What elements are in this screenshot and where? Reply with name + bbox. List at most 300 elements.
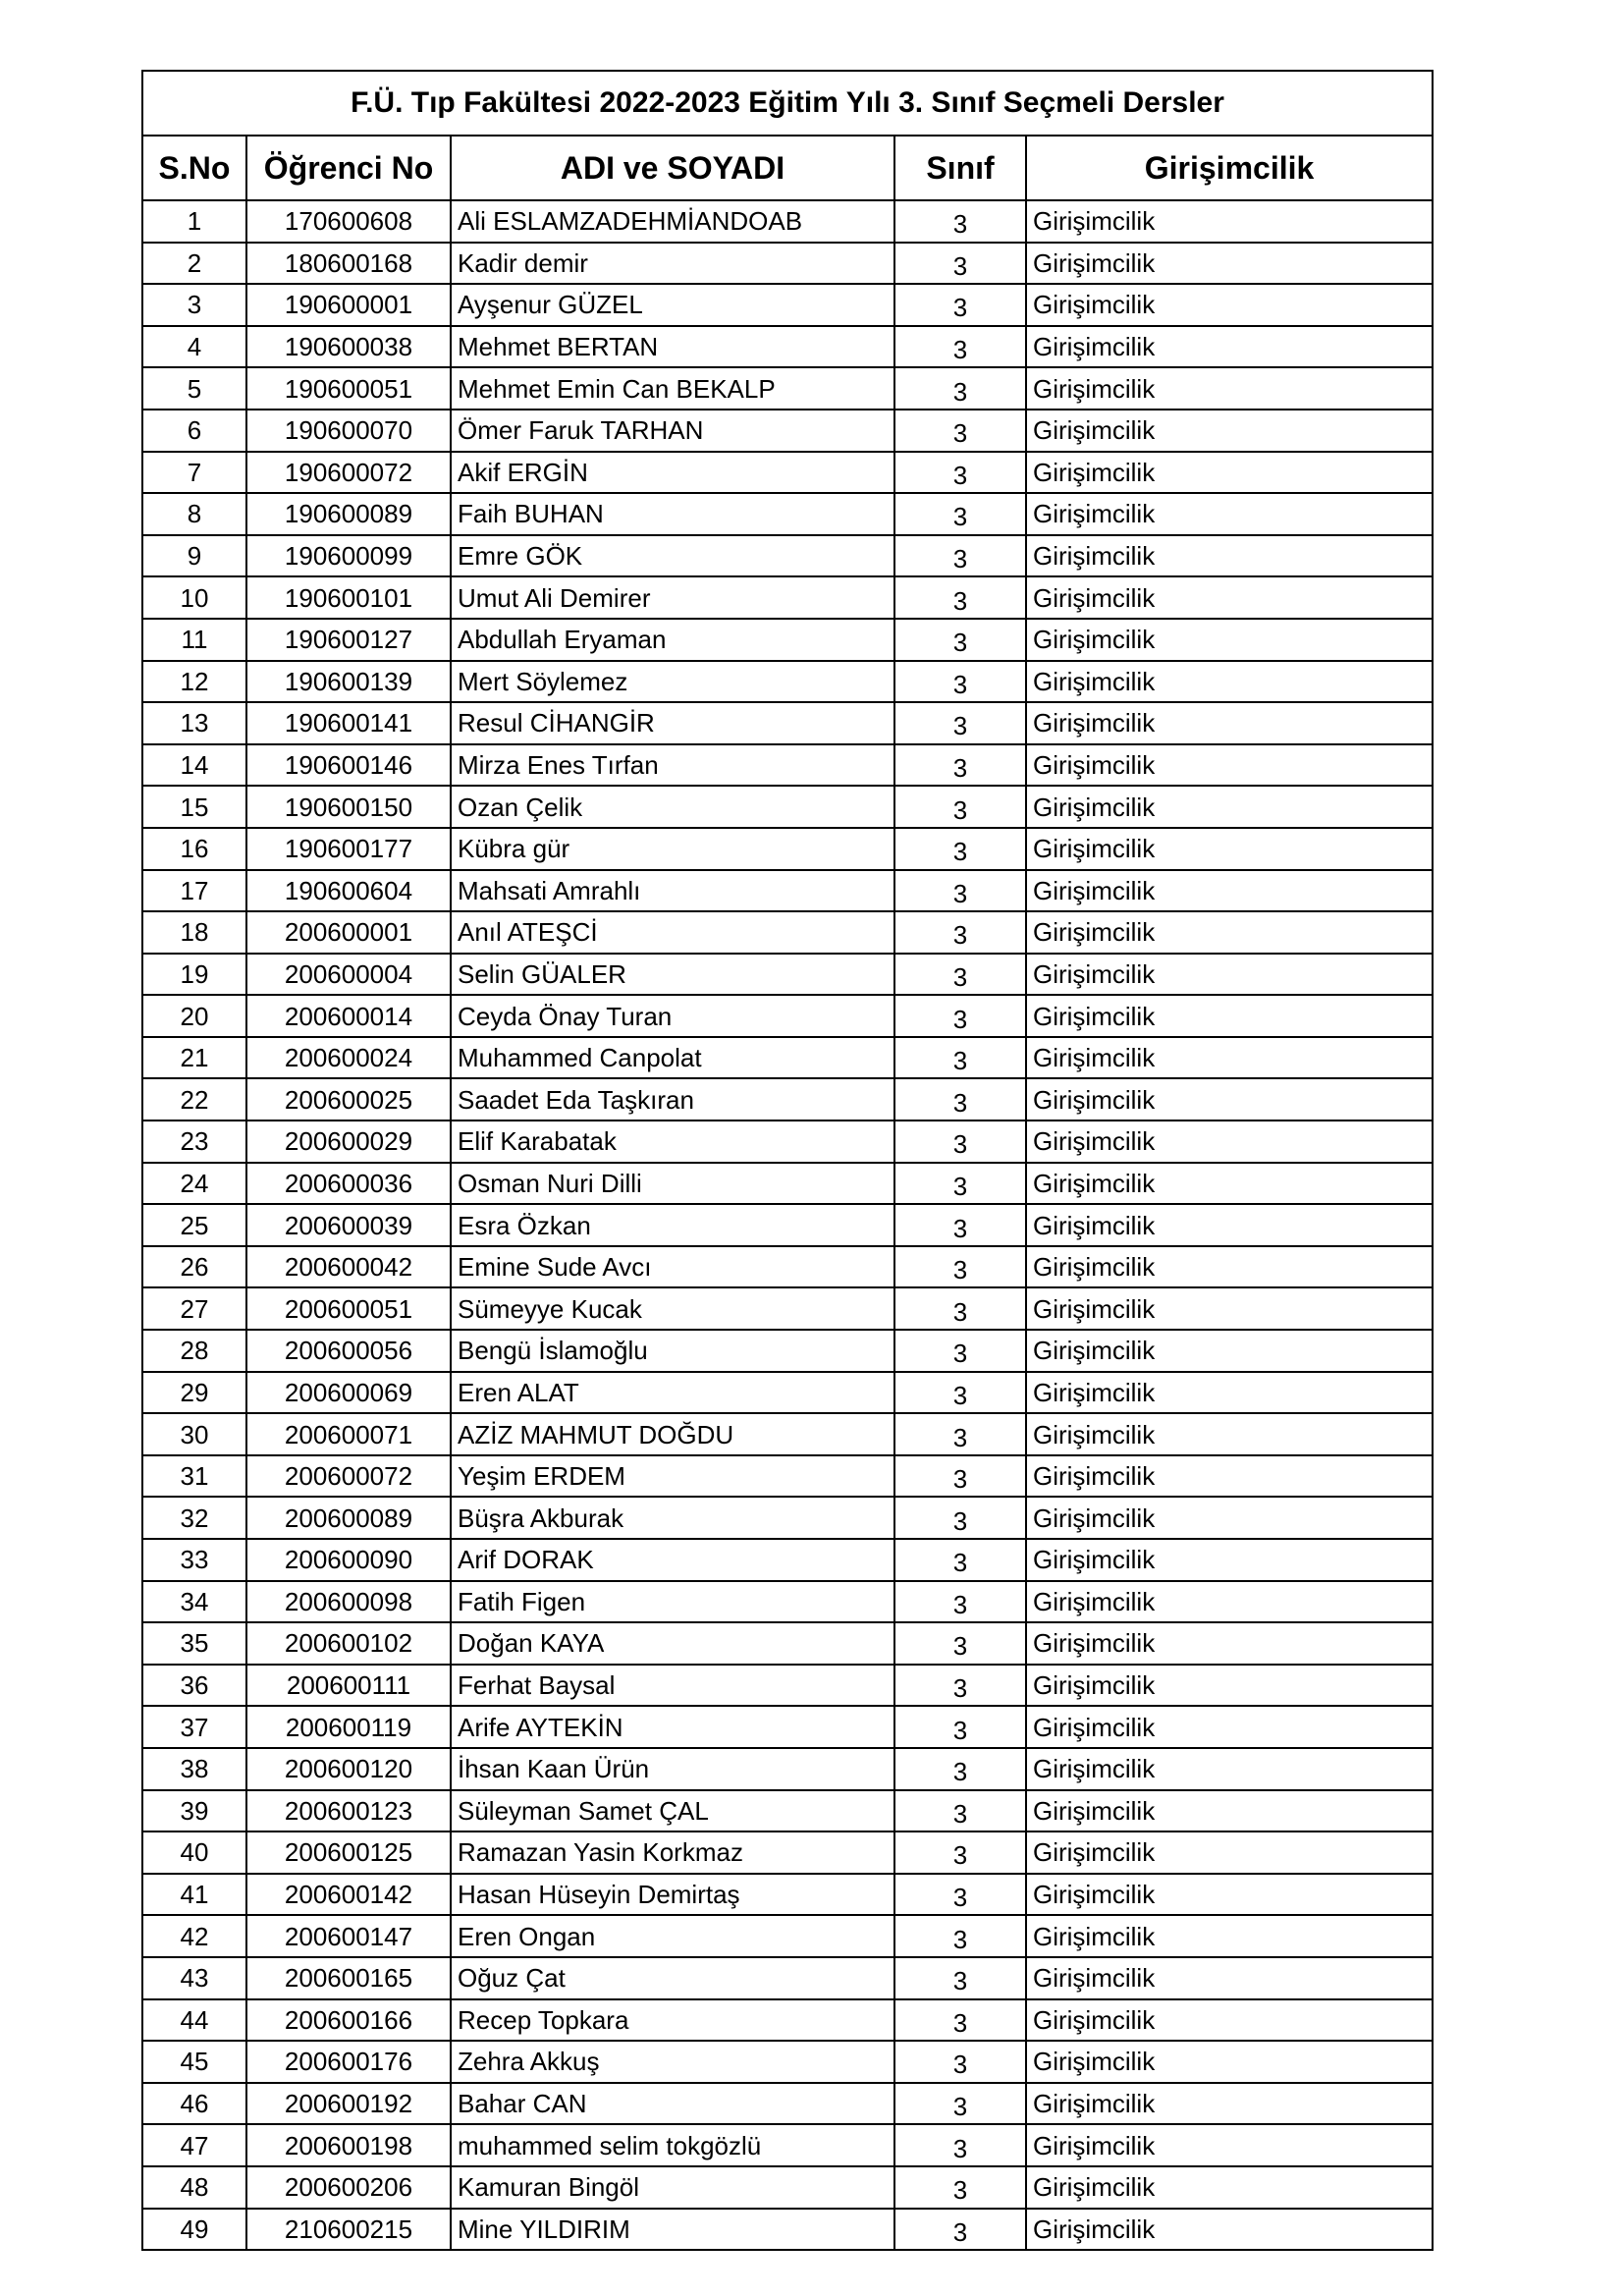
student-number: 200600120: [246, 1748, 451, 1790]
row-number: 4: [142, 326, 246, 368]
table-row: [142, 1330, 1433, 1372]
class-value: 3: [894, 1665, 1026, 1707]
student-name: Mehmet Emin Can BEKALP: [451, 367, 894, 410]
class-value: 3: [894, 326, 1026, 368]
table-row: [142, 535, 1433, 577]
row-number: 30: [142, 1413, 246, 1455]
row-number: 48: [142, 2166, 246, 2209]
course-name: Girişimcilik: [1026, 2209, 1433, 2251]
class-value: 3: [894, 702, 1026, 744]
student-name: Fatih Figen: [451, 1581, 894, 1623]
table-row: [142, 911, 1433, 954]
student-number: 200600165: [246, 1957, 451, 1999]
student-number: 200600014: [246, 995, 451, 1037]
class-value: 3: [894, 1957, 1026, 1999]
row-number: 47: [142, 2124, 246, 2166]
student-number: 200600056: [246, 1330, 451, 1372]
student-number: 180600168: [246, 243, 451, 285]
class-value: 3: [894, 744, 1026, 787]
table-row: [142, 995, 1433, 1037]
course-name: Girişimcilik: [1026, 1957, 1433, 1999]
row-number: 20: [142, 995, 246, 1037]
course-name: Girişimcilik: [1026, 911, 1433, 954]
course-name: Girişimcilik: [1026, 1455, 1433, 1498]
course-name: Girişimcilik: [1026, 2166, 1433, 2209]
course-name: Girişimcilik: [1026, 1622, 1433, 1665]
class-value: 3: [894, 1204, 1026, 1246]
class-value: 3: [894, 1999, 1026, 2042]
student-name: Ramazan Yasin Korkmaz: [451, 1831, 894, 1874]
course-name: Girişimcilik: [1026, 1748, 1433, 1790]
table-row: [142, 1539, 1433, 1581]
row-number: 32: [142, 1497, 246, 1539]
student-name: Recep Topkara: [451, 1999, 894, 2042]
student-name: Akif ERGİN: [451, 452, 894, 494]
student-number: 200600029: [246, 1121, 451, 1163]
student-number: 190600099: [246, 535, 451, 577]
student-number: 200600142: [246, 1874, 451, 1916]
table-row: [142, 2166, 1433, 2209]
course-name: Girişimcilik: [1026, 493, 1433, 535]
table-row: [142, 619, 1433, 661]
table-row: [142, 1372, 1433, 1414]
student-name: Selin GÜALER: [451, 954, 894, 996]
table-row: [142, 1831, 1433, 1874]
student-number: 200600123: [246, 1790, 451, 1832]
class-value: 3: [894, 576, 1026, 619]
table-row: [142, 1121, 1433, 1163]
table-row: [142, 452, 1433, 494]
student-name: Faih BUHAN: [451, 493, 894, 535]
student-number: 200600089: [246, 1497, 451, 1539]
course-name: Girişimcilik: [1026, 744, 1433, 787]
class-value: 3: [894, 452, 1026, 494]
class-value: 3: [894, 284, 1026, 326]
table-row: [142, 870, 1433, 912]
row-number: 3: [142, 284, 246, 326]
course-name: Girişimcilik: [1026, 1790, 1433, 1832]
table-row: [142, 1246, 1433, 1288]
row-number: 17: [142, 870, 246, 912]
student-number: 190600141: [246, 702, 451, 744]
student-name: Saadet Eda Taşkıran: [451, 1078, 894, 1121]
student-number: 200600198: [246, 2124, 451, 2166]
student-number: 200600025: [246, 1078, 451, 1121]
student-number: 200600042: [246, 1246, 451, 1288]
student-name: Muhammed Canpolat: [451, 1037, 894, 1079]
class-value: 3: [894, 619, 1026, 661]
class-value: 3: [894, 828, 1026, 870]
course-name: Girişimcilik: [1026, 1831, 1433, 1874]
row-number: 45: [142, 2041, 246, 2083]
class-value: 3: [894, 2124, 1026, 2166]
row-number: 25: [142, 1204, 246, 1246]
row-number: 38: [142, 1748, 246, 1790]
student-name: Hasan Hüseyin Demirtaş: [451, 1874, 894, 1916]
student-name: Anıl ATEŞCİ: [451, 911, 894, 954]
table-body: [142, 200, 1433, 2250]
row-number: 28: [142, 1330, 246, 1372]
course-name: Girişimcilik: [1026, 410, 1433, 452]
row-number: 49: [142, 2209, 246, 2251]
course-name: Girişimcilik: [1026, 1539, 1433, 1581]
student-name: Oğuz Çat: [451, 1957, 894, 1999]
student-name: Arife AYTEKİN: [451, 1706, 894, 1748]
class-value: 3: [894, 1706, 1026, 1748]
student-number: 190600072: [246, 452, 451, 494]
student-number: 190600177: [246, 828, 451, 870]
class-value: 3: [894, 870, 1026, 912]
course-name: Girişimcilik: [1026, 1497, 1433, 1539]
student-number: 200600125: [246, 1831, 451, 1874]
student-name: Osman Nuri Dilli: [451, 1163, 894, 1205]
row-number: 41: [142, 1874, 246, 1916]
row-number: 26: [142, 1246, 246, 1288]
course-name: Girişimcilik: [1026, 1330, 1433, 1372]
row-number: 9: [142, 535, 246, 577]
student-number: 200600004: [246, 954, 451, 996]
course-name: Girişimcilik: [1026, 2124, 1433, 2166]
course-name: Girişimcilik: [1026, 702, 1433, 744]
student-name: Ayşenur GÜZEL: [451, 284, 894, 326]
course-name: Girişimcilik: [1026, 661, 1433, 703]
student-name: Arif DORAK: [451, 1539, 894, 1581]
class-value: 3: [894, 954, 1026, 996]
course-name: Girişimcilik: [1026, 200, 1433, 243]
table-row: [142, 1287, 1433, 1330]
class-value: 3: [894, 1121, 1026, 1163]
class-value: 3: [894, 1915, 1026, 1957]
class-value: 3: [894, 1330, 1026, 1372]
class-value: 3: [894, 1078, 1026, 1121]
student-name: Resul CİHANGİR: [451, 702, 894, 744]
course-name: Girişimcilik: [1026, 1037, 1433, 1079]
row-number: 23: [142, 1121, 246, 1163]
row-number: 7: [142, 452, 246, 494]
row-number: 15: [142, 786, 246, 828]
row-number: 18: [142, 911, 246, 954]
header-sno: S.No: [142, 136, 246, 200]
row-number: 36: [142, 1665, 246, 1707]
student-number: 200600098: [246, 1581, 451, 1623]
class-value: 3: [894, 1831, 1026, 1874]
course-name: Girişimcilik: [1026, 1078, 1433, 1121]
class-value: 3: [894, 1037, 1026, 1079]
course-name: Girişimcilik: [1026, 828, 1433, 870]
table-row: [142, 410, 1433, 452]
row-number: 44: [142, 1999, 246, 2042]
row-number: 19: [142, 954, 246, 996]
student-number: 200600024: [246, 1037, 451, 1079]
student-number: 200600147: [246, 1915, 451, 1957]
row-number: 29: [142, 1372, 246, 1414]
student-number: 200600119: [246, 1706, 451, 1748]
student-name: Ömer Faruk TARHAN: [451, 410, 894, 452]
table-row: [142, 576, 1433, 619]
student-name: Umut Ali Demirer: [451, 576, 894, 619]
table-row: [142, 1874, 1433, 1916]
table-row: [142, 200, 1433, 243]
student-name: Mert Söylemez: [451, 661, 894, 703]
class-value: 3: [894, 243, 1026, 285]
row-number: 14: [142, 744, 246, 787]
class-value: 3: [894, 493, 1026, 535]
class-value: 3: [894, 786, 1026, 828]
table-row: [142, 744, 1433, 787]
class-value: 3: [894, 2041, 1026, 2083]
student-name: Büşra Akburak: [451, 1497, 894, 1539]
table-row: [142, 1957, 1433, 1999]
row-number: 34: [142, 1581, 246, 1623]
class-value: 3: [894, 2209, 1026, 2251]
student-number: 200600090: [246, 1539, 451, 1581]
course-name: Girişimcilik: [1026, 1413, 1433, 1455]
student-number: 200600166: [246, 1999, 451, 2042]
class-value: 3: [894, 1246, 1026, 1288]
student-number: 190600051: [246, 367, 451, 410]
student-number: 190600089: [246, 493, 451, 535]
student-number: 200600072: [246, 1455, 451, 1498]
course-name: Girişimcilik: [1026, 452, 1433, 494]
class-value: 3: [894, 1372, 1026, 1414]
table-row: [142, 702, 1433, 744]
row-number: 13: [142, 702, 246, 744]
student-name: Eren ALAT: [451, 1372, 894, 1414]
course-name: Girişimcilik: [1026, 1246, 1433, 1288]
table-row: [142, 493, 1433, 535]
class-value: 3: [894, 1413, 1026, 1455]
course-name: Girişimcilik: [1026, 1999, 1433, 2042]
student-number: 200600039: [246, 1204, 451, 1246]
student-name: Emre GÖK: [451, 535, 894, 577]
student-number: 200600102: [246, 1622, 451, 1665]
row-number: 33: [142, 1539, 246, 1581]
table-row: [142, 954, 1433, 996]
class-value: 3: [894, 410, 1026, 452]
class-value: 3: [894, 1497, 1026, 1539]
row-number: 43: [142, 1957, 246, 1999]
row-number: 1: [142, 200, 246, 243]
table-row: [142, 1790, 1433, 1832]
header-student-no: Öğrenci No: [246, 136, 451, 200]
student-name: Ali ESLAMZADEHMİANDOAB: [451, 200, 894, 243]
student-number: 190600150: [246, 786, 451, 828]
table-row: [142, 661, 1433, 703]
student-number: 200600001: [246, 911, 451, 954]
table-row: [142, 1748, 1433, 1790]
student-name: Emine Sude Avcı: [451, 1246, 894, 1288]
row-number: 31: [142, 1455, 246, 1498]
row-number: 10: [142, 576, 246, 619]
table-row: [142, 1706, 1433, 1748]
student-number: 190600604: [246, 870, 451, 912]
class-value: 3: [894, 1581, 1026, 1623]
student-number: 200600206: [246, 2166, 451, 2209]
class-value: 3: [894, 911, 1026, 954]
student-name: AZİZ MAHMUT DOĞDU: [451, 1413, 894, 1455]
student-name: Zehra Akkuş: [451, 2041, 894, 2083]
course-name: Girişimcilik: [1026, 284, 1433, 326]
student-number: 200600176: [246, 2041, 451, 2083]
student-name: Kadir demir: [451, 243, 894, 285]
table-row: [142, 284, 1433, 326]
student-number: 190600101: [246, 576, 451, 619]
student-number: 200600036: [246, 1163, 451, 1205]
course-name: Girişimcilik: [1026, 1665, 1433, 1707]
student-name: Sümeyye Kucak: [451, 1287, 894, 1330]
header-row: [142, 136, 1433, 200]
row-number: 24: [142, 1163, 246, 1205]
row-number: 12: [142, 661, 246, 703]
student-name: Süleyman Samet ÇAL: [451, 1790, 894, 1832]
class-value: 3: [894, 1622, 1026, 1665]
header-course: Girişimcilik: [1026, 136, 1433, 200]
class-value: 3: [894, 661, 1026, 703]
class-value: 3: [894, 2083, 1026, 2125]
course-name: Girişimcilik: [1026, 1372, 1433, 1414]
student-name: Ferhat Baysal: [451, 1665, 894, 1707]
student-name: Mirza Enes Tırfan: [451, 744, 894, 787]
row-number: 16: [142, 828, 246, 870]
course-name: Girişimcilik: [1026, 1163, 1433, 1205]
student-name: İhsan Kaan Ürün: [451, 1748, 894, 1790]
table-row: [142, 2209, 1433, 2251]
student-name: Kübra gür: [451, 828, 894, 870]
course-name: Girişimcilik: [1026, 1581, 1433, 1623]
row-number: 6: [142, 410, 246, 452]
row-number: 5: [142, 367, 246, 410]
table-row: [142, 1665, 1433, 1707]
student-list-table: [141, 70, 1434, 2251]
course-name: Girişimcilik: [1026, 786, 1433, 828]
student-name: Ozan Çelik: [451, 786, 894, 828]
class-value: 3: [894, 535, 1026, 577]
course-name: Girişimcilik: [1026, 954, 1433, 996]
course-name: Girişimcilik: [1026, 2041, 1433, 2083]
class-value: 3: [894, 1163, 1026, 1205]
row-number: 35: [142, 1622, 246, 1665]
student-name: Yeşim ERDEM: [451, 1455, 894, 1498]
class-value: 3: [894, 1790, 1026, 1832]
class-value: 3: [894, 200, 1026, 243]
course-name: Girişimcilik: [1026, 576, 1433, 619]
table-row: [142, 1455, 1433, 1498]
table-row: [142, 1622, 1433, 1665]
course-name: Girişimcilik: [1026, 1915, 1433, 1957]
student-name: Eren Ongan: [451, 1915, 894, 1957]
table-row: [142, 1413, 1433, 1455]
class-value: 3: [894, 2166, 1026, 2209]
class-value: 3: [894, 1287, 1026, 1330]
student-number: 200600069: [246, 1372, 451, 1414]
student-name: Mine YILDIRIM: [451, 2209, 894, 2251]
course-name: Girişimcilik: [1026, 619, 1433, 661]
course-name: Girişimcilik: [1026, 535, 1433, 577]
student-number: 200600192: [246, 2083, 451, 2125]
row-number: 27: [142, 1287, 246, 1330]
header-class: Sınıf: [894, 136, 1026, 200]
table-row: [142, 243, 1433, 285]
student-name: Mehmet BERTAN: [451, 326, 894, 368]
student-number: 190600139: [246, 661, 451, 703]
row-number: 46: [142, 2083, 246, 2125]
table-row: [142, 2041, 1433, 2083]
row-number: 40: [142, 1831, 246, 1874]
student-name: Elif Karabatak: [451, 1121, 894, 1163]
course-name: Girişimcilik: [1026, 870, 1433, 912]
table-row: [142, 1915, 1433, 1957]
student-number: 210600215: [246, 2209, 451, 2251]
table-row: [142, 326, 1433, 368]
course-name: Girişimcilik: [1026, 326, 1433, 368]
class-value: 3: [894, 367, 1026, 410]
class-value: 3: [894, 1748, 1026, 1790]
table-row: [142, 1037, 1433, 1079]
table-row: [142, 1204, 1433, 1246]
student-name: Kamuran Bingöl: [451, 2166, 894, 2209]
table-row: [142, 1581, 1433, 1623]
class-value: 3: [894, 1539, 1026, 1581]
row-number: 8: [142, 493, 246, 535]
row-number: 37: [142, 1706, 246, 1748]
course-name: Girişimcilik: [1026, 995, 1433, 1037]
student-name: Bengü İslamoğlu: [451, 1330, 894, 1372]
student-number: 190600146: [246, 744, 451, 787]
row-number: 22: [142, 1078, 246, 1121]
header-name: ADI ve SOYADI: [451, 136, 894, 200]
table-row: [142, 2083, 1433, 2125]
row-number: 11: [142, 619, 246, 661]
course-name: Girişimcilik: [1026, 1706, 1433, 1748]
course-name: Girişimcilik: [1026, 1287, 1433, 1330]
course-name: Girişimcilik: [1026, 1204, 1433, 1246]
table-row: [142, 2124, 1433, 2166]
course-name: Girişimcilik: [1026, 1121, 1433, 1163]
student-name: Mahsati Amrahlı: [451, 870, 894, 912]
student-number: 200600111: [246, 1665, 451, 1707]
document-title: F.Ü. Tıp Fakültesi 2022-2023 Eğitim Yılı 3. Sınıf Seçmeli Dersler: [142, 71, 1433, 136]
student-name: Abdullah Eryaman: [451, 619, 894, 661]
table-row: [142, 1497, 1433, 1539]
student-number: 170600608: [246, 200, 451, 243]
row-number: 42: [142, 1915, 246, 1957]
course-name: Girişimcilik: [1026, 1874, 1433, 1916]
row-number: 21: [142, 1037, 246, 1079]
table-row: [142, 786, 1433, 828]
row-number: 39: [142, 1790, 246, 1832]
class-value: 3: [894, 995, 1026, 1037]
student-name: muhammed selim tokgözlü: [451, 2124, 894, 2166]
course-name: Girişimcilik: [1026, 367, 1433, 410]
student-number: 190600127: [246, 619, 451, 661]
student-name: Esra Özkan: [451, 1204, 894, 1246]
course-name: Girişimcilik: [1026, 243, 1433, 285]
table-row: [142, 828, 1433, 870]
student-name: Bahar CAN: [451, 2083, 894, 2125]
student-number: 190600070: [246, 410, 451, 452]
student-name: Doğan KAYA: [451, 1622, 894, 1665]
course-name: Girişimcilik: [1026, 2083, 1433, 2125]
student-number: 200600051: [246, 1287, 451, 1330]
student-number: 190600001: [246, 284, 451, 326]
table-row: [142, 1999, 1433, 2042]
table-row: [142, 1078, 1433, 1121]
table-row: [142, 1163, 1433, 1205]
class-value: 3: [894, 1874, 1026, 1916]
row-number: 2: [142, 243, 246, 285]
student-name: Ceyda Önay Turan: [451, 995, 894, 1037]
class-value: 3: [894, 1455, 1026, 1498]
